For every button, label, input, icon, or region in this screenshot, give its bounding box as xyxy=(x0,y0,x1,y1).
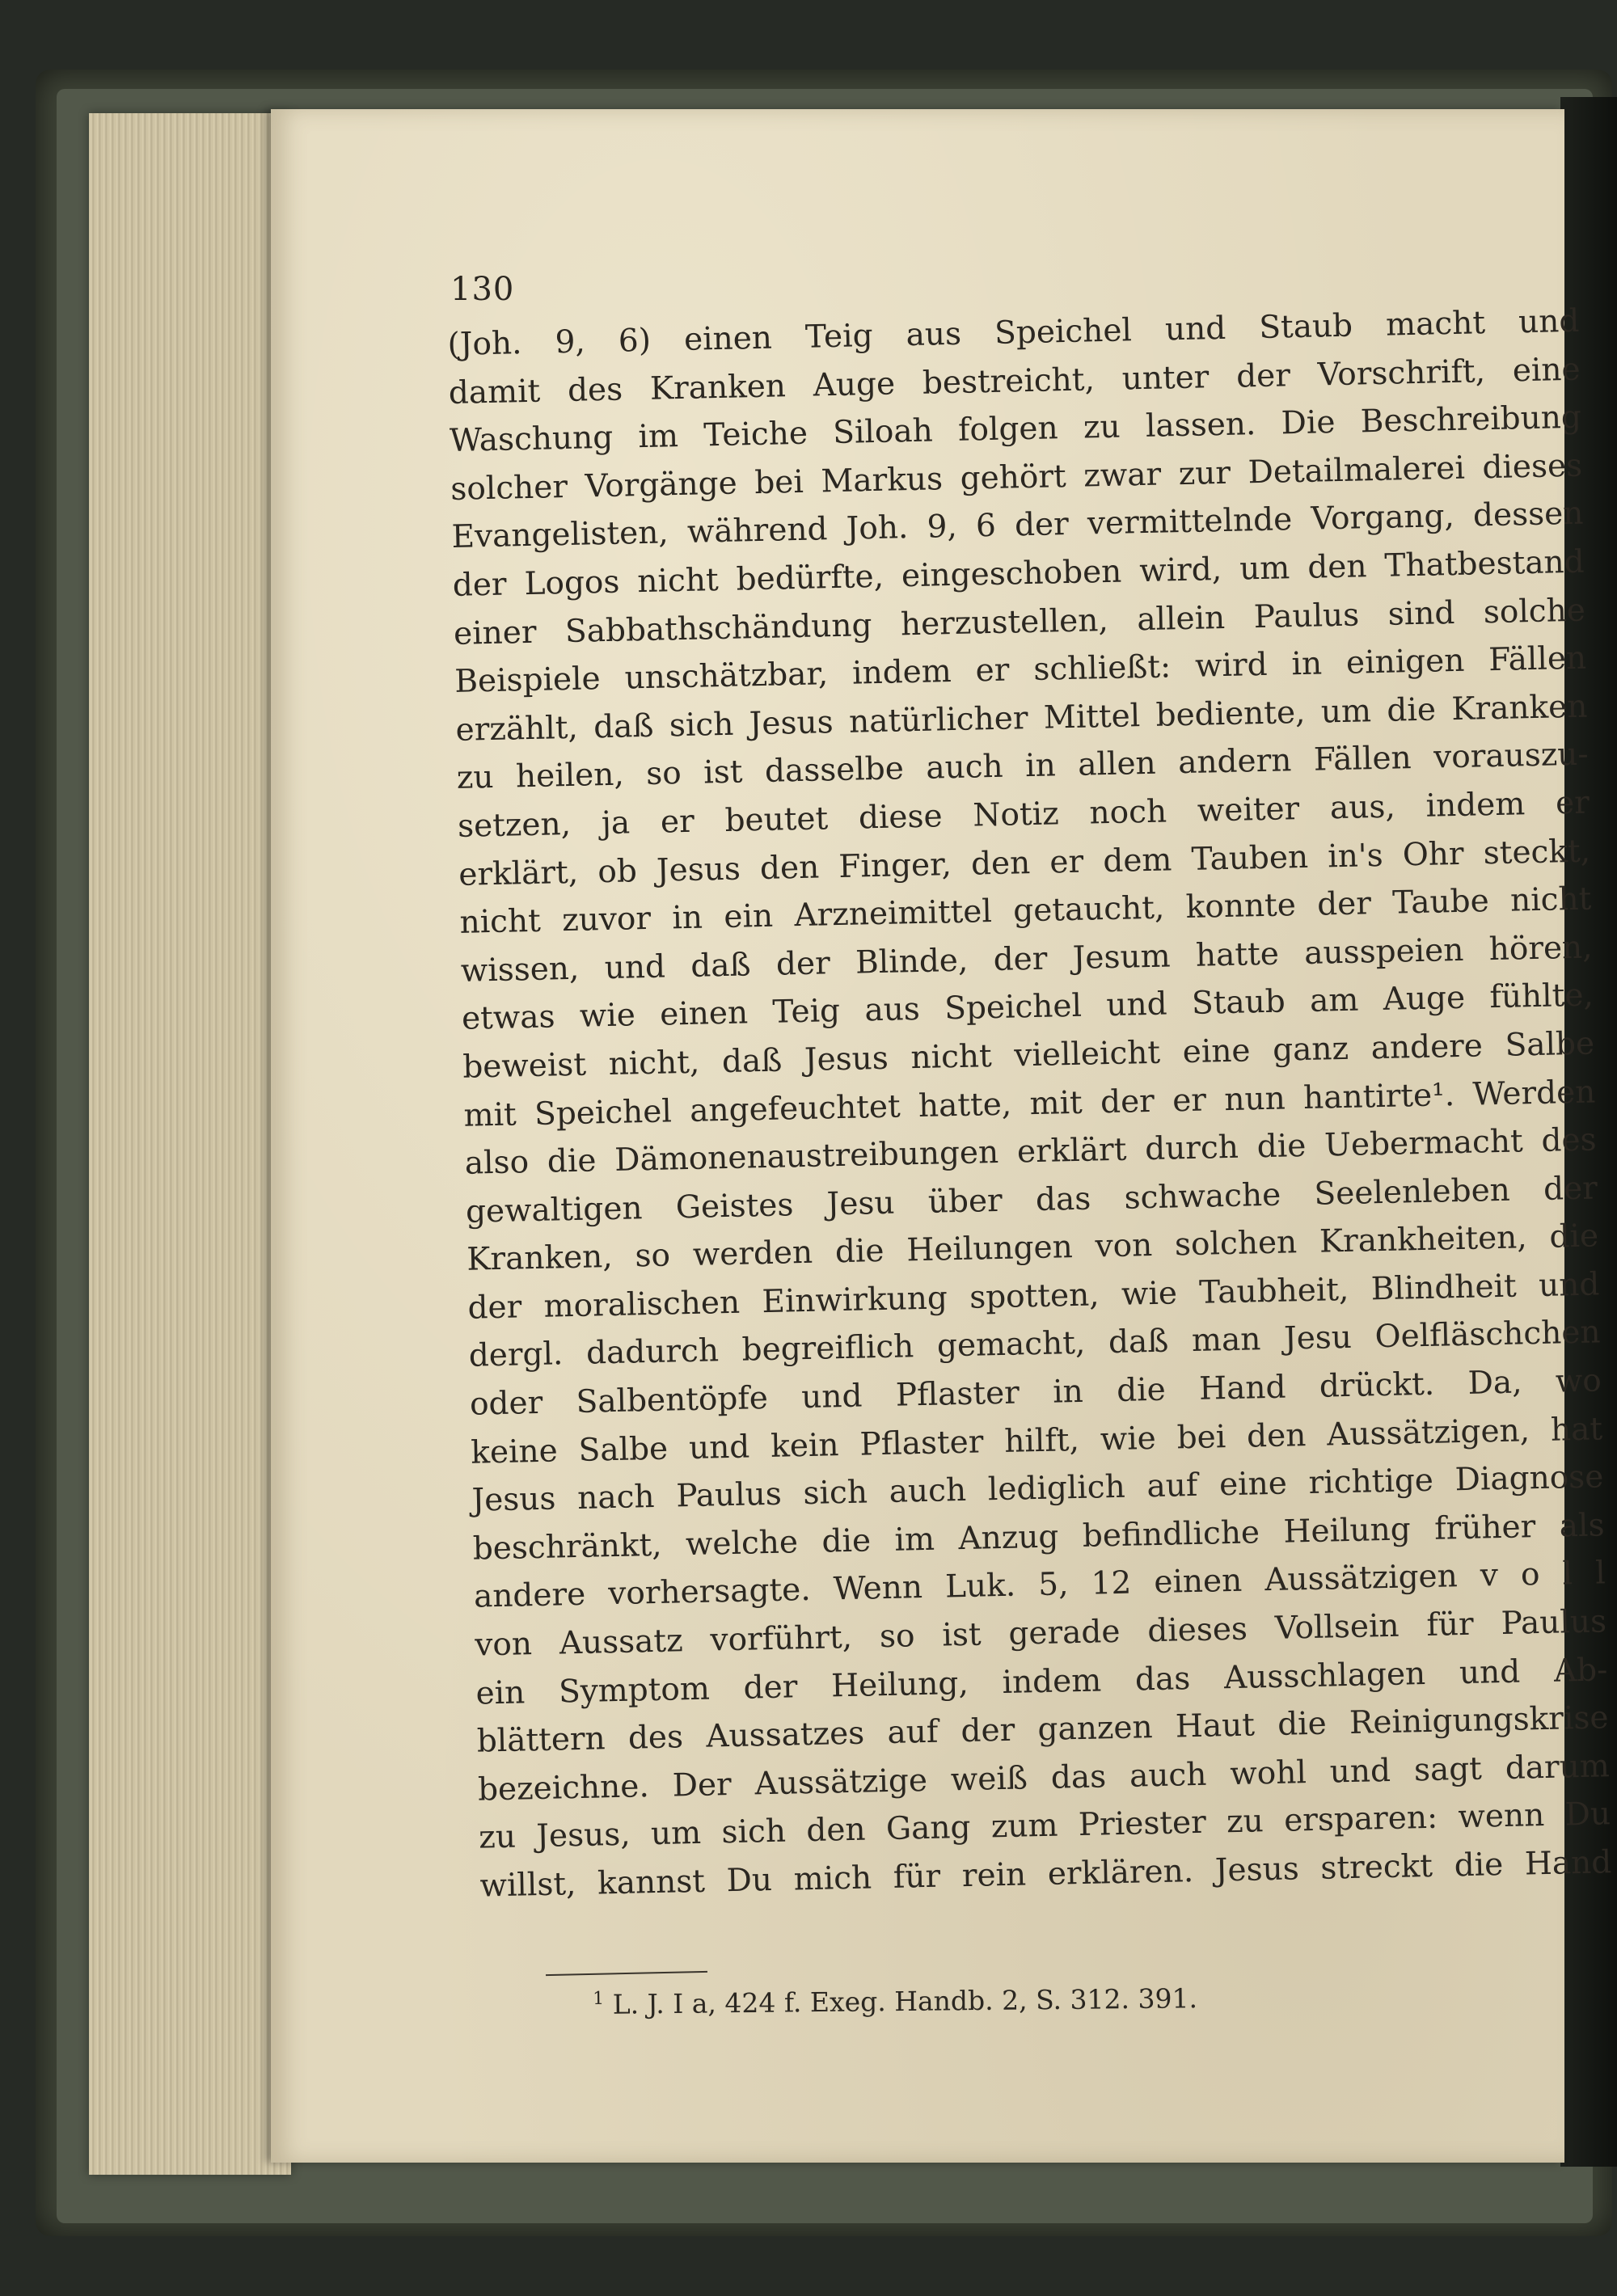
text-line: setzen, ja er beutet diese Notiz noch weiter aus, indem er xyxy=(457,784,1590,845)
footnote xyxy=(593,1982,1197,2020)
page-edges xyxy=(89,113,291,2175)
text-line: Waschung im Teiche Siloah folgen zu lassen. Die Beschreibung xyxy=(449,399,1582,460)
footnote-text: L. J. I a, 424 f. Exeg. Handb. 2, S. 312. 391. xyxy=(612,1982,1198,2020)
text-line: wissen, und daß der Blinde, der Jesum hatte ausspeien hören, xyxy=(460,929,1594,990)
text-line: erklärt, ob Jesus den Finger, den er dem Tauben in's Ohr steckt, xyxy=(458,833,1591,893)
text-line: Jesus nach Paulus sich auch lediglich auf eine richtige Diagnose xyxy=(471,1458,1604,1519)
text-line: erzählt, daß sich Jesus natürlicher Mittel bediente, um die Kranken xyxy=(455,688,1588,749)
text-line: zu heilen, so ist dasselbe auch in allen andern Fällen vorauszu- xyxy=(456,736,1590,797)
text-line: beweist nicht, daß Jesus nicht vielleicht eine ganz andere Salbe xyxy=(462,1025,1595,1086)
text-line: zu Jesus, um sich den Gang zum Priester zu ersparen: wenn Du xyxy=(478,1796,1611,1856)
text-line: Beispiele unschätzbar, indem er schließt: wird in einigen Fällen xyxy=(454,639,1587,701)
text-line: willst, kannst Du mich für rein erklären. Jesus streckt die Hand xyxy=(479,1844,1612,1905)
footnote-marker: 1 xyxy=(593,1988,605,2009)
body-text xyxy=(447,298,1612,1910)
text-line: solcher Vorgänge bei Markus gehört zwar zur Detailmalerei dieses xyxy=(450,447,1583,508)
text-line: keine Salbe und kein Pflaster hilft, wie bei den Aussätzigen, hat xyxy=(470,1411,1603,1471)
text-line: nicht zuvor in ein Arzneimittel getaucht, konnte der Taube nicht xyxy=(459,880,1592,941)
text-line: mit Speichel angefeuchtet hatte, mit der er nun hantirte¹. Werden xyxy=(463,1073,1596,1134)
text-line: bezeichne. Der Aussätzige weiß das auch wohl und sagt darum xyxy=(477,1748,1611,1809)
text-line: beschränkt, welche die im Anzug befindliche Heilung früher als xyxy=(472,1507,1605,1568)
text-line: einer Sabbathschändung herzustellen, allein Paulus sind solche xyxy=(453,592,1586,652)
text-line: etwas wie einen Teig aus Speichel und Staub am Auge fühlte, xyxy=(461,977,1594,1038)
text-line: also die Dämonenaustreibungen erklärt durch die Uebermacht des xyxy=(464,1121,1597,1182)
text-line: dergl. dadurch begreiflich gemacht, daß man Jesu Oelfläschchen xyxy=(468,1314,1601,1375)
text-line: andere vorhersagte. Wenn Luk. 5, 12 einen Aussätzigen v o l l xyxy=(473,1555,1606,1616)
text-line: ein Symptom der Heilung, indem das Ausschlagen und Ab- xyxy=(475,1651,1608,1712)
text-line: oder Salbentöpfe und Pflaster in die Hand drückt. Da, wo xyxy=(469,1362,1602,1423)
text-line: von Aussatz vorführt, so ist gerade dieses Vollsein für Paulus xyxy=(474,1603,1607,1664)
text-line: der moralischen Einwirkung spotten, wie Taubheit, Blindheit und xyxy=(467,1266,1600,1327)
text-line: Evangelisten, während Joh. 9, 6 der vermittelnde Vorgang, dessen xyxy=(451,496,1584,556)
page-number: 130 xyxy=(450,271,515,308)
text-line: blättern des Aussatzes auf der ganzen Haut die Reinigungskrise xyxy=(476,1699,1609,1760)
text-line: Kranken, so werden die Heilungen von solchen Krankheiten, die xyxy=(466,1218,1599,1279)
book-page xyxy=(271,109,1612,2163)
text-line: damit des Kranken Auge bestreicht, unter der Vorschrift, eine xyxy=(448,351,1581,412)
text-line: (Joh. 9, 6) einen Teig aus Speichel und Staub macht und xyxy=(447,302,1580,363)
text-line: gewaltigen Geistes Jesu über das schwache Seelenleben der xyxy=(465,1170,1598,1230)
text-line: der Logos nicht bedürfte, eingeschoben wird, um den Thatbestand xyxy=(452,543,1585,604)
footnote-rule xyxy=(546,1971,707,1976)
